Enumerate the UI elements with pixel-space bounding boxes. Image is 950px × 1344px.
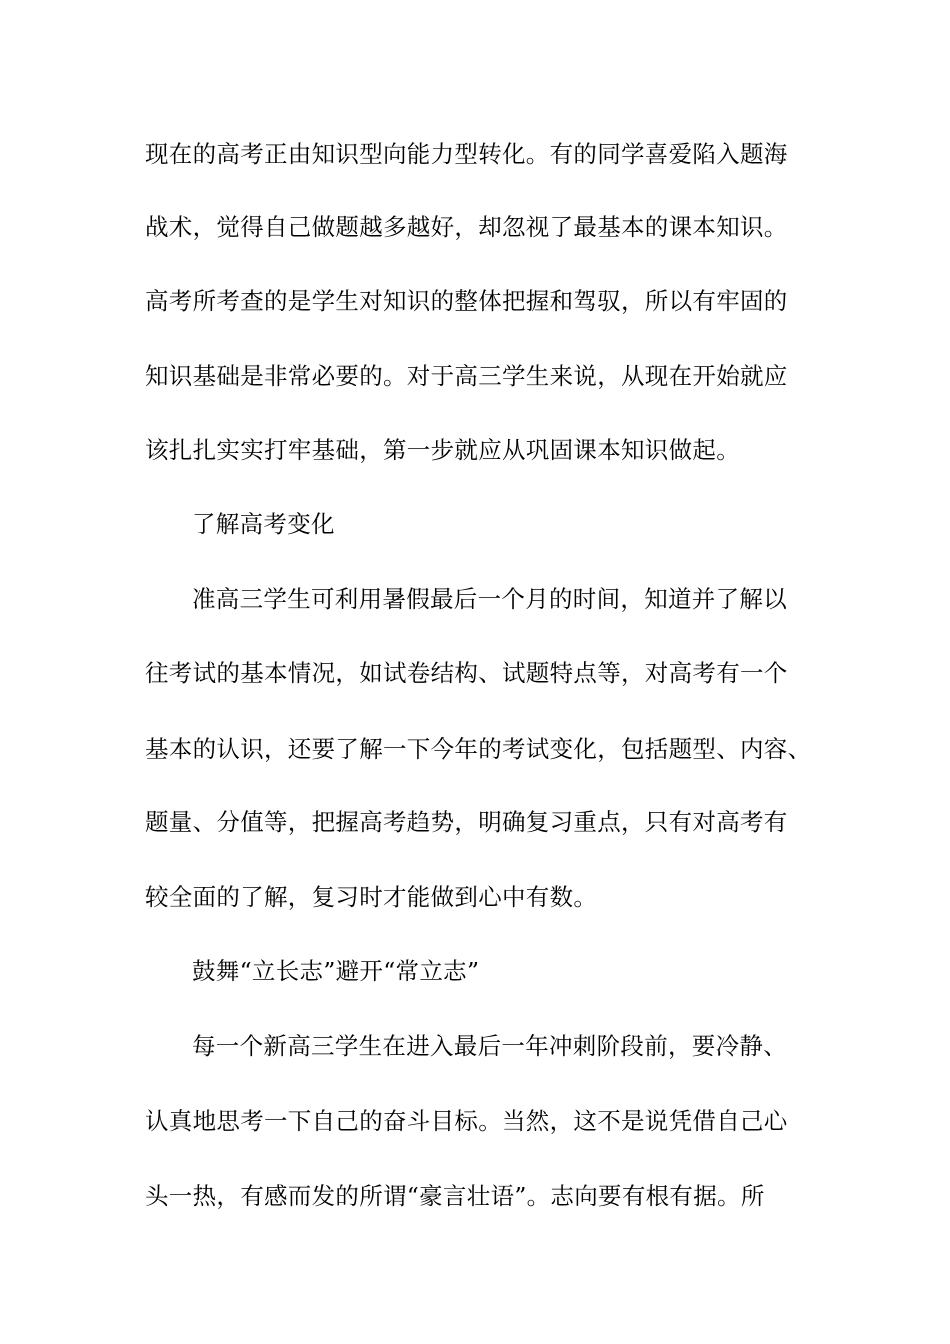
paragraph-line: 现在的高考正由知识型向能力型转化。有的同学喜爱陷入题海 bbox=[145, 140, 788, 168]
paragraph-line: 高考所考查的是学生对知识的整体把握和驾驭，所以有牢固的 bbox=[145, 287, 788, 315]
paragraph-line: 较全面的了解，复习时才能做到心中有数。 bbox=[145, 883, 598, 911]
paragraph-line: 战术，觉得自己做题越多越好，却忽视了最基本的课本知识。 bbox=[145, 213, 788, 241]
paragraph-line: 准高三学生可利用暑假最后一个月的时间，知道并了解以 bbox=[192, 585, 787, 613]
paragraph-line: 题量、分值等，把握高考趋势，明确复习重点，只有对高考有 bbox=[145, 808, 788, 836]
section-heading: 了解高考变化 bbox=[192, 510, 335, 538]
paragraph-line: 知识基础是非常必要的。对于高三学生来说，从现在开始就应 bbox=[145, 362, 788, 390]
paragraph-line: 认真地思考一下自己的奋斗目标。当然，这不是说凭借自己心 bbox=[145, 1107, 788, 1135]
section-heading: 鼓舞“立长志”避开“常立志” bbox=[192, 957, 480, 985]
paragraph-line: 头一热，有感而发的所谓“豪言壮语”。志向要有根有据。所 bbox=[145, 1182, 765, 1210]
paragraph-line: 基本的认识，还要了解一下今年的考试变化，包括题型、内容、 bbox=[145, 735, 812, 763]
paragraph-line: 该扎扎实实打牢基础，第一步就应从巩固课本知识做起。 bbox=[145, 436, 740, 464]
paragraph-line: 往考试的基本情况，如试卷结构、试题特点等，对高考有一个 bbox=[145, 659, 788, 687]
paragraph-line: 每一个新高三学生在进入最后一年冲刺阶段前，要冷静、 bbox=[192, 1032, 787, 1060]
